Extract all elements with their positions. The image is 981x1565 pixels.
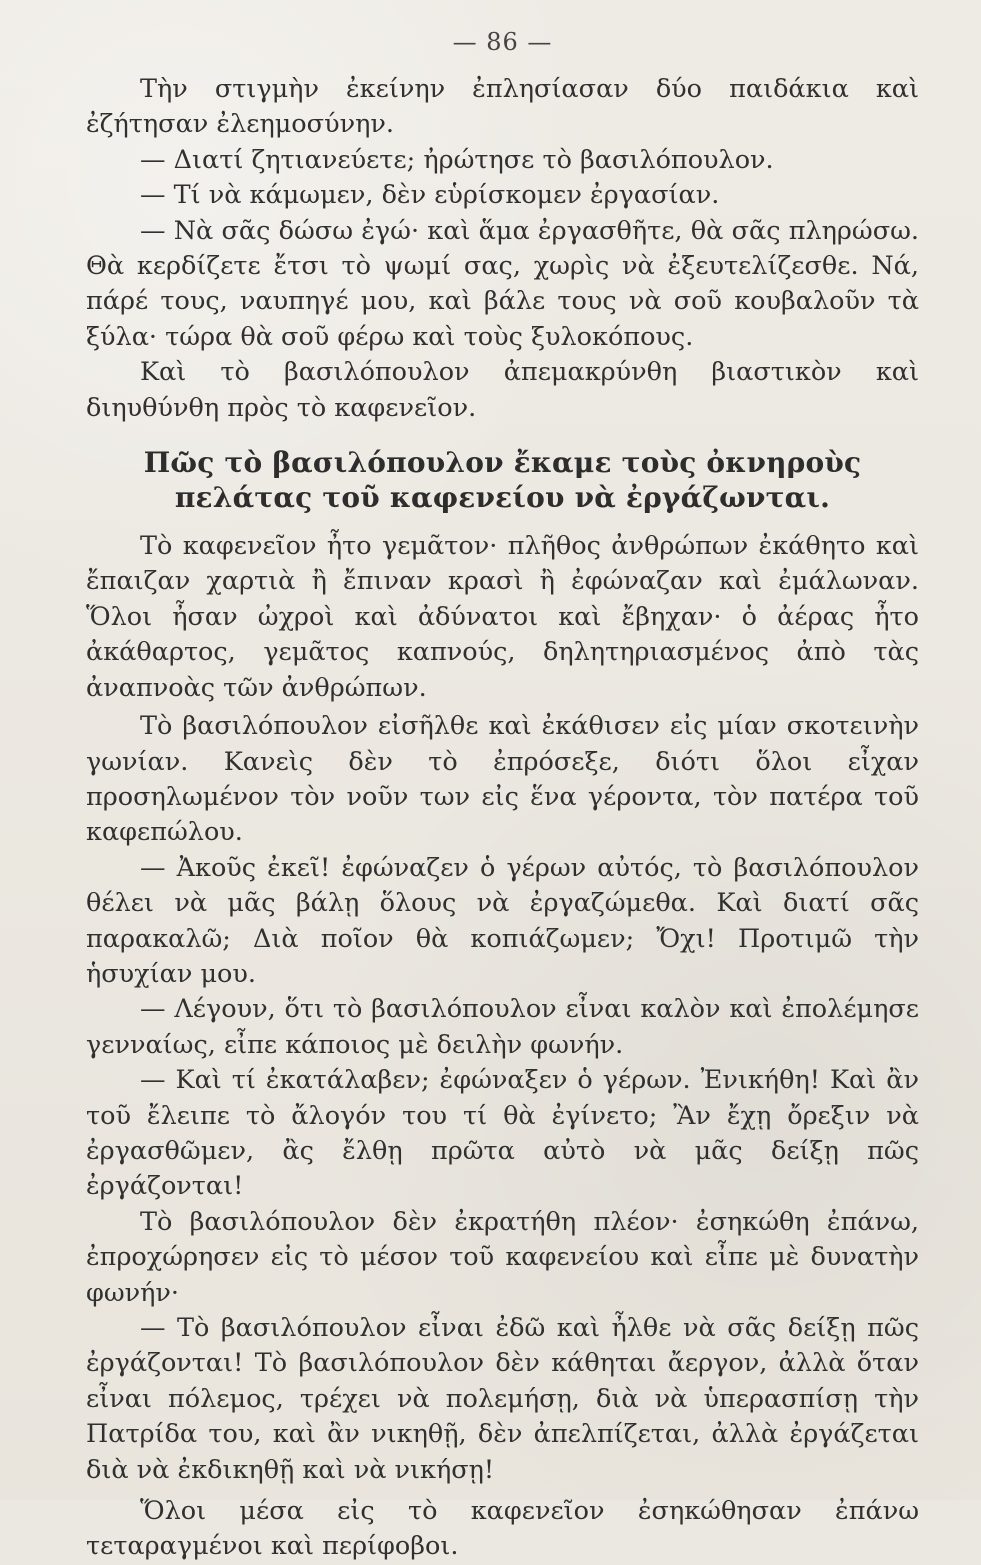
- body-paragraph-3: Τὸ βασιλόπουλον δὲν ἐκρατήθη πλέον· ἐσηκώθη ἐπάνω, ἐπροχώρησεν εἰς τὸ μέσον τοῦ καφενείου καὶ εἶπε μὲ δυνατὴν φωνήν·: [86, 1206, 919, 1308]
- dialogue-line-3: — Νὰ σᾶς δώσω ἐγώ· καὶ ἅμα ἐργασθῆτε, θὰ σᾶς πληρώσω. Θὰ κερδίζετε ἔτσι τὸ ψωμί σας, χωρὶς νὰ ἐξευτελίζεσθε. Νά, πάρέ τους, ναυπηγέ μου, καὶ βάλε τους νὰ σοῦ κουβαλοῦν τὰ ξύλα· τώρα θὰ σοῦ φέρω καὶ τοὺς ξυλοκόπους.: [86, 215, 919, 352]
- section-heading: [86, 445, 919, 515]
- opening-paragraph-1: Τὴν στιγμὴν ἐκείνην ἐπλησίασαν δύο παιδάκια καὶ ἐζήτησαν ἐλεημοσύνην.: [86, 74, 919, 140]
- section-heading-line-2: πελάτας τοῦ καφενείου νὰ ἐργάζωνται.: [174, 481, 831, 515]
- opening-section: [86, 72, 919, 426]
- opening-paragraph-2: Καὶ τὸ βασιλόπουλον ἀπεμακρύνθη βιαστικὸν καὶ διηυθύνθη πρὸς τὸ καφενεῖον.: [86, 357, 919, 423]
- body-paragraph-2: Τὸ βασιλόπουλον εἰσῆλθε καὶ ἐκάθισεν εἰς μίαν σκοτεινὴν γωνίαν. Κανεὶς δὲν τὸ ἐπρόσεξε, διότι ὅλοι εἶχαν προσηλωμένον τὸν νοῦν των εἰς ἕνα γέροντα, τὸν πατέρα τοῦ καφεπώλου.: [86, 711, 919, 848]
- body-section: [86, 529, 919, 1565]
- dialogue-line-1: — Διατί ζητιανεύετε; ἠρώτησε τὸ βασιλόπουλον.: [140, 144, 774, 175]
- dialogue-line-2: — Τί νὰ κάμωμεν, δὲν εὑρίσκομεν ἐργασίαν.: [140, 180, 720, 211]
- section-heading-line-1: Πῶς τὸ βασιλόπουλον ἔκαμε τοὺς ὀκνηροὺς: [143, 446, 862, 480]
- body-dialogue-3: — Καὶ τί ἐκατάλαβεν; ἐφώναξεν ὁ γέρων. Ἐνικήθη! Καὶ ἂν τοῦ ἔλειπε τὸ ἄλογόν του τί θὰ ἐγίνετο; Ἂν ἔχῃ ὄρεξιν νὰ ἐργασθῶμεν, ἂς ἔλθῃ πρῶτα αὐτὸ νὰ μᾶς δείξῃ πῶς ἐργάζονται!: [86, 1065, 919, 1202]
- body-dialogue-4: — Τὸ βασιλόπουλον εἶναι ἐδῶ καὶ ἦλθε νὰ σᾶς δείξῃ πῶς ἐργάζονται! Τὸ βασιλόπουλον δὲν κάθηται ἄεργον, ἀλλὰ ὅταν εἶναι πόλεμος, τρέχει νὰ πολεμήσῃ, διὰ νὰ ὑπερασπίσῃ τὴν Πατρίδα του, καὶ ἂν νικηθῇ, δὲν ἀπελπίζεται, ἀλλὰ ἐργάζεται διὰ νὰ ἐκδικηθῇ καὶ νὰ νικήσῃ!: [86, 1313, 919, 1485]
- page-number: — 86 —: [452, 28, 553, 56]
- body-paragraph-4: Ὅλοι μέσα εἰς τὸ καφενεῖον ἐσηκώθησαν ἐπάνω τεταραγμένοι καὶ περίφοβοι.: [86, 1496, 919, 1562]
- body-paragraph-1: Τὸ καφενεῖον ἦτο γεμᾶτον· πλῆθος ἀνθρώπων ἐκάθητο καὶ ἔπαιζαν χαρτιὰ ἢ ἔπιναν κρασὶ ἢ ἐφώναζαν καὶ ἐμάλωναν. Ὅλοι ἦσαν ὠχροὶ καὶ ἀδύνατοι καὶ ἔβηχαν· ὁ ἀέρας ἦτο ἀκάθαρτος, γεμᾶτος καπνούς, δηλητηριασμένος ἀπὸ τὰς ἀναπνοὰς τῶν ἀνθρώπων.: [86, 531, 919, 703]
- body-dialogue-2: — Λέγουν, ὅτι τὸ βασιλόπουλον εἶναι καλὸν καὶ ἐπολέμησε γενναίως, εἶπε κάποιος μὲ δειλὴν φωνήν.: [86, 994, 919, 1060]
- body-dialogue-1: — Ἀκοῦς ἐκεῖ! ἐφώναζεν ὁ γέρων αὐτός, τὸ βασιλόπουλον θέλει νὰ μᾶς βάλῃ ὅλους νὰ ἐργαζώμεθα. Καὶ διατί σᾶς παρακαλῶ; Διὰ ποῖον θὰ κοπιάζωμεν; Ὄχι! Προτιμῶ τὴν ἡσυχίαν μου.: [86, 852, 919, 989]
